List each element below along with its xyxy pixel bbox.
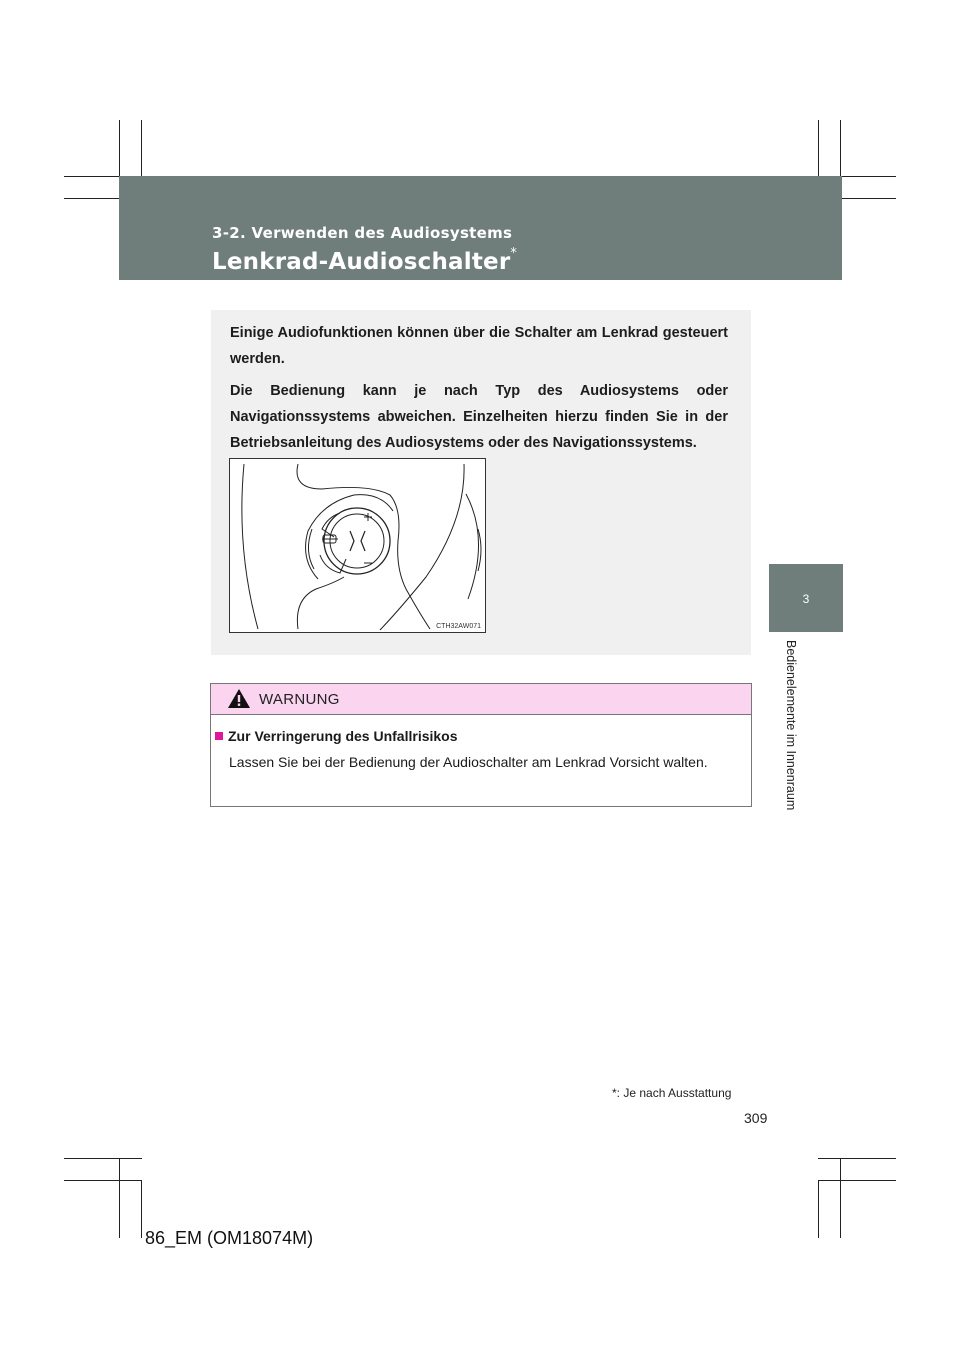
illustration-code: CTH32AW071 (436, 623, 481, 630)
warning-subheading-text: Zur Verringerung des Unfallrisikos (228, 728, 458, 744)
crop-mark (818, 1180, 819, 1238)
intro-paragraph: Einige Audiofunktionen können über die Schalter am Lenkrad gesteuert werden. (230, 325, 728, 367)
footnote: *: Je nach Ausstattung (612, 1086, 732, 1100)
crop-mark (818, 1180, 896, 1181)
steering-wheel-illustration (229, 458, 486, 633)
warning-triangle-icon (227, 688, 251, 709)
crop-mark (64, 1158, 142, 1159)
crop-mark (141, 1180, 142, 1238)
section-title: 3-2. Verwenden des Audiosystems (212, 224, 513, 242)
footnote-mark: * (510, 246, 518, 261)
intro-paragraph: Die Bedienung kann je nach Typ des Audiosystems oder Navigationssystems abweichen. Einzelheiten hierzu finden Sie in der Betriebsanleitung des Audiosystems oder des Navigationssystems. (230, 383, 728, 451)
page-title (212, 246, 518, 275)
warning-label: WARNUNG (259, 691, 340, 708)
crop-mark (818, 1158, 896, 1159)
steering-wheel-drawing (230, 459, 485, 632)
warning-body: Lassen Sie bei der Bedienung der Audioschalter am Lenkrad Vorsicht walten. (229, 754, 708, 770)
crop-mark (119, 1158, 120, 1238)
document-code: 86_EM (OM18074M) (145, 1228, 314, 1248)
intro-text (230, 320, 728, 462)
warning-subheading (215, 728, 458, 744)
warning-box (210, 683, 752, 807)
intro-box (211, 310, 751, 655)
warning-header (211, 684, 751, 715)
chapter-number: 3 (802, 592, 810, 606)
page-number: 309 (744, 1110, 768, 1126)
chapter-tab (769, 564, 843, 632)
chapter-label (784, 640, 808, 840)
crop-mark (64, 1180, 142, 1181)
crop-mark (840, 1158, 841, 1238)
page-title-text: Lenkrad-Audioschalter (212, 249, 511, 275)
bullet-square-icon (215, 732, 223, 740)
chapter-label-text: Bedienelemente im Innenraum (784, 640, 798, 811)
